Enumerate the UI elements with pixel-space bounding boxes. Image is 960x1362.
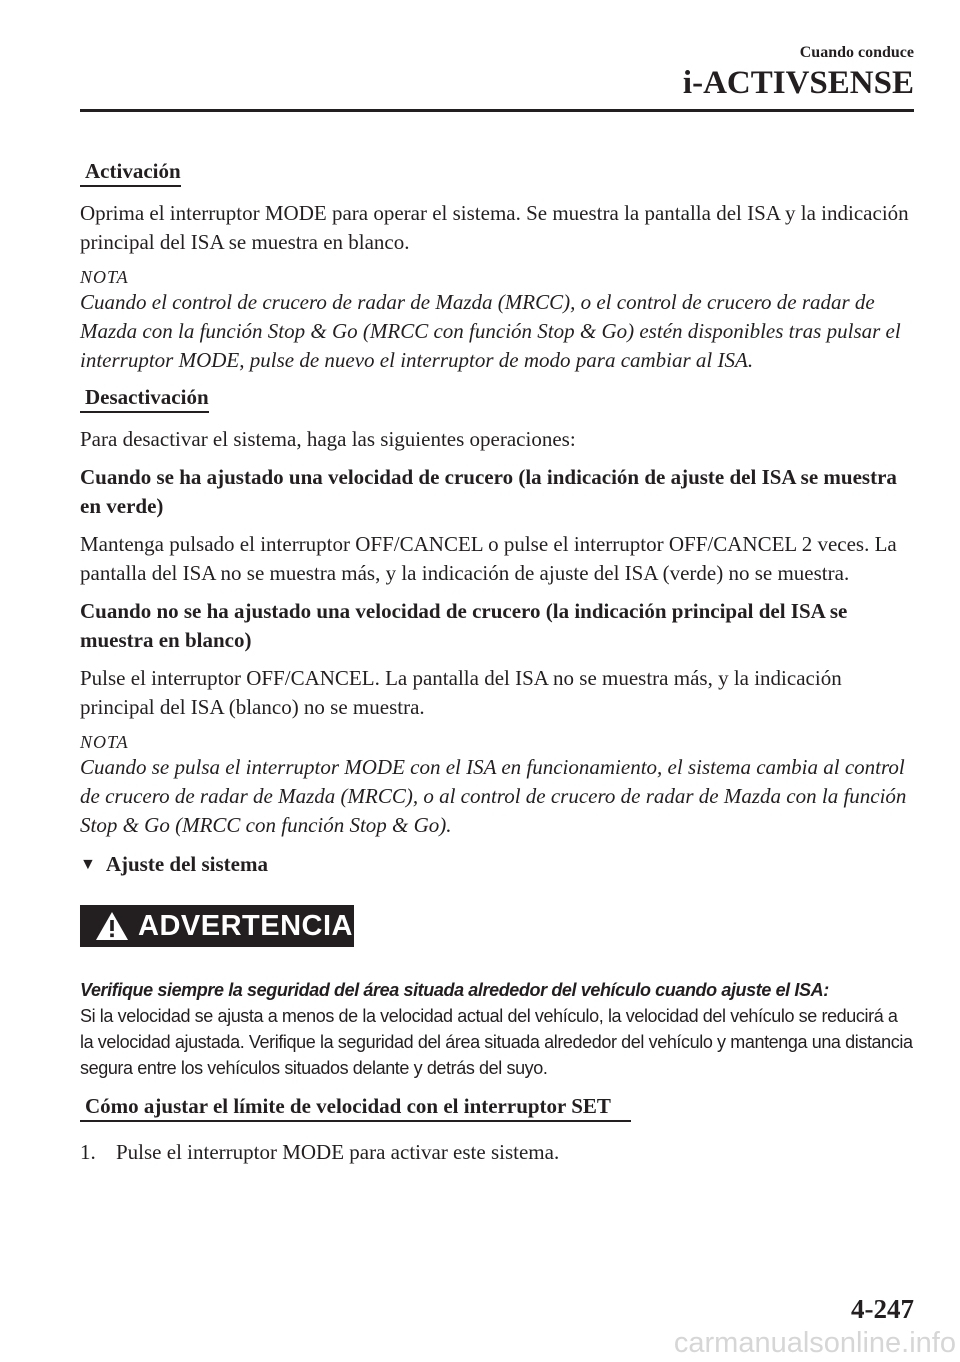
activation-heading: Activación <box>80 158 181 187</box>
watermark: carmanualsonline.info <box>673 1327 956 1359</box>
page-header <box>683 44 914 102</box>
page-content <box>80 158 914 1167</box>
warning-title: ADVERTENCIA <box>138 909 353 942</box>
warning-text <box>80 977 914 1081</box>
list-item-text: Pulse el interruptor MODE para activar este sistema. <box>116 1140 560 1164</box>
list-item-number: 1. <box>80 1140 96 1164</box>
nota-text: Cuando se pulsa el interruptor MODE con el ISA en funcionamiento, el sistema cambia al control de crucero de radar de Mazda (MRCC), o al control de crucero de radar de Mazda con la función Stop & Go (MRCC con función Stop & Go). <box>80 755 907 837</box>
warning-banner <box>80 905 354 947</box>
warning-lead: Verifique siempre la seguridad del área situada alrededor del vehículo cuando ajuste el ISA: <box>80 980 829 1000</box>
system-adjust-title: Ajuste del sistema <box>105 852 268 876</box>
set-limit-heading: Cómo ajustar el límite de velocidad con el interruptor SET <box>80 1093 631 1122</box>
section-title: i-ACTIVSENSE <box>682 65 914 101</box>
deactivation-intro: Para desactivar el sistema, haga las siguientes operaciones: <box>80 427 576 451</box>
case-set-speed-title: Cuando se ha ajustado una velocidad de crucero (la indicación de ajuste del ISA se muestra en verde) <box>80 465 897 518</box>
activation-body: Oprima el interruptor MODE para operar el sistema. Se muestra la pantalla del ISA y la indicación principal del ISA se muestra en blanco. <box>80 201 909 254</box>
chapter-title: Cuando conduce <box>799 44 914 61</box>
system-adjust-heading <box>80 849 914 879</box>
case-no-speed-text: Pulse el interruptor OFF/CANCEL. La pantalla del ISA no se muestra más, y la indicación principal del ISA (blanco) no se muestra. <box>80 666 842 719</box>
deactivation-heading: Desactivación <box>80 384 209 413</box>
case-set-speed-text: Mantenga pulsado el interruptor OFF/CANCEL o pulse el interruptor OFF/CANCEL 2 veces. La pantalla del ISA no se muestra más, y la indicación de ajuste del ISA (verde) no se muestra. <box>80 532 897 585</box>
nota-text: Cuando el control de crucero de radar de Mazda (MRCC), o el control de crucero de radar de Mazda con la función Stop & Go (MRCC con función Stop & Go) estén disponibles tras pulsar el interruptor MODE, pulse de nuevo el interruptor de modo para cambiar al ISA. <box>80 290 901 372</box>
header-rule <box>80 109 914 112</box>
nota-label: NOTA <box>80 267 129 287</box>
warning-body: Si la velocidad se ajusta a menos de la velocidad actual del vehículo, la velocidad del vehículo se reducirá a la velocidad ajustada. Verifique la seguridad del área situada alrededor del vehículo y mantenga una distancia segura entre los vehículos situados delante y detrás del suyo. <box>80 1006 913 1078</box>
case-no-speed-title: Cuando no se ha ajustado una velocidad de crucero (la indicación principal del ISA se muestra en blanco) <box>80 599 848 652</box>
page-number: 4-247 <box>851 1294 914 1324</box>
nota-label: NOTA <box>80 732 129 752</box>
triangle-down-icon: ▼ <box>80 856 96 873</box>
warning-triangle-icon <box>94 910 130 942</box>
list-item <box>80 1138 914 1167</box>
